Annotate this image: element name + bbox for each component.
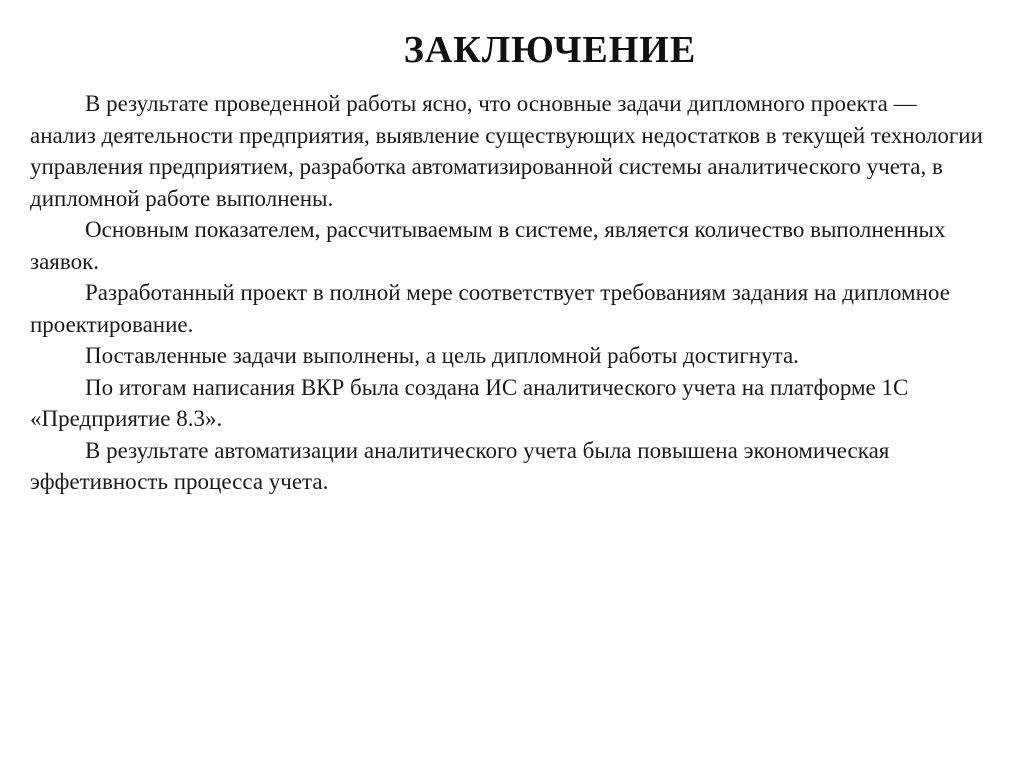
paragraph-project-compliance: Разработанный проект в полной мере соответствует требованиям задания на дипломное проектирование. (30, 280, 950, 337)
paragraph-efficiency: В результате автоматизации аналитического учета была повышена экономическая эффетивность процесса учета. (30, 437, 890, 494)
paragraph-goal-achieved: Поставленные задачи выполнены, а цель дипломной работы достигнута. (85, 343, 799, 368)
slide-title: ЗАКЛЮЧЕНИЕ (403, 29, 697, 71)
slide-body (30, 88, 985, 498)
paragraph-system-created: По итогам написания ВКР была создана ИС аналитического учета на платформе 1С «Предприятие 8.3». (30, 374, 909, 431)
paragraph-main-indicator: Основным показателем, рассчитываемым в системе, является количество выполненных заявок. (30, 217, 946, 274)
paragraph-conclusion-tasks: В результате проведенной работы ясно, что основные задачи дипломного проекта — анализ деятельности предприятия, выявление существующих недостатков в текущей технологии управления предприятием, разработка автоматизированной системы аналитического учета, в дипломной работе выполнены. (30, 91, 983, 211)
